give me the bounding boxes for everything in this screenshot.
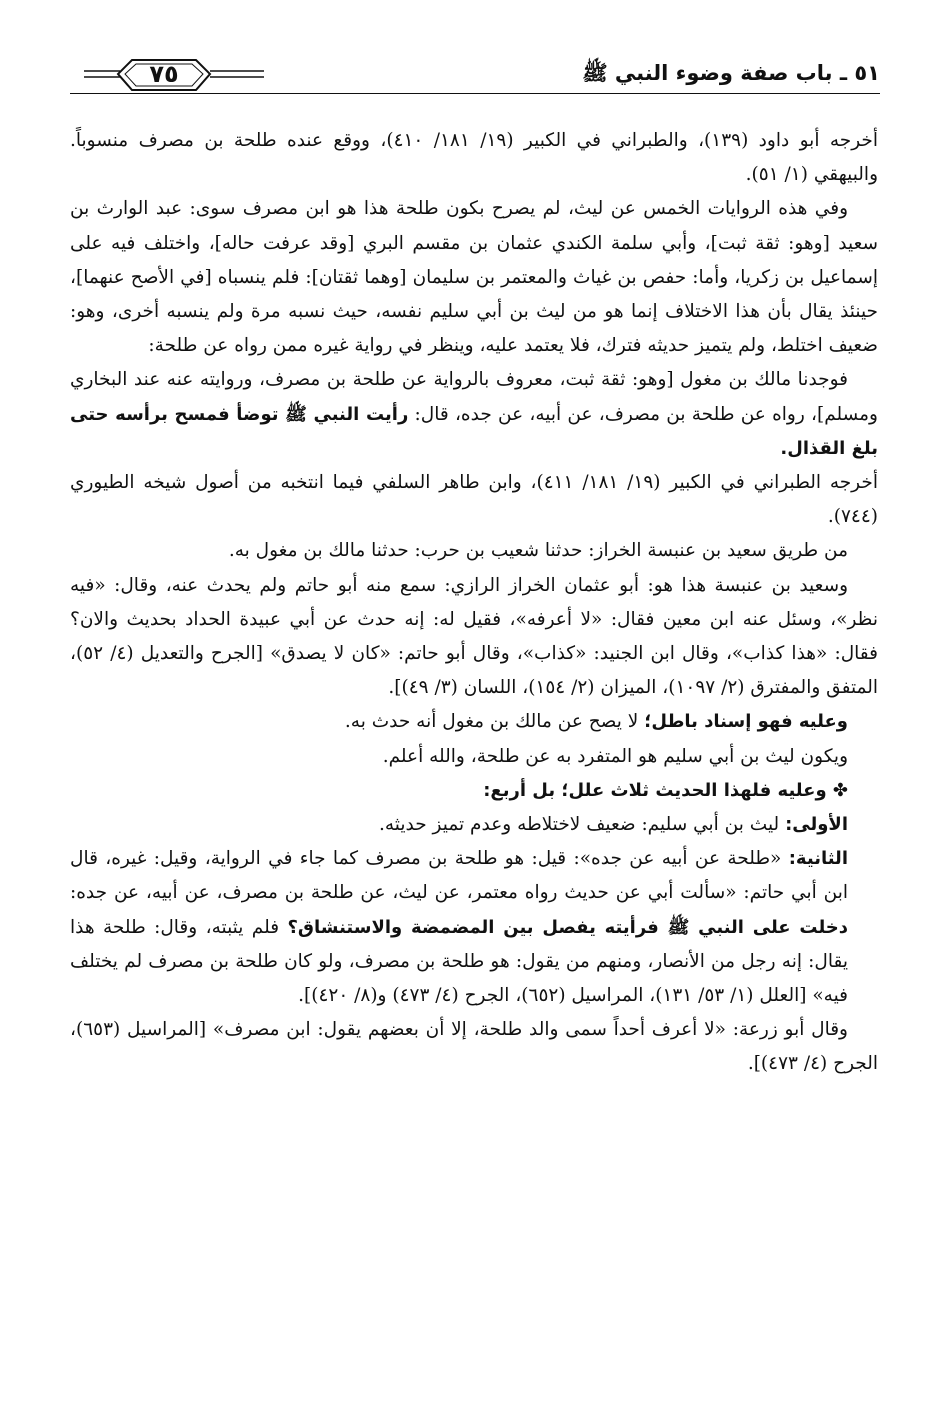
text-run: فوجدنا مالك بن مغول [وهو: ثقة ثبت، معروف بالرواية عن طلحة بن مصرف، وروايته عنه عند البخاري ومسلم]، رواه عن طلحة بن مصرف، عن أبيه، عن جده، قال: xyxy=(70,369,878,425)
bold-text: الثانية: xyxy=(788,848,848,870)
page-number: ٧٥ xyxy=(149,60,179,88)
paragraph xyxy=(70,1013,878,1081)
text-run: ويكون ليث بن أبي سليم هو المتفرد به عن طلحة، والله أعلم. xyxy=(382,745,848,767)
paragraph xyxy=(70,534,878,568)
body-text xyxy=(70,124,878,1082)
bold-text: ✤ وعليه فلهذا الحديث ثلاث علل؛ بل أربع: xyxy=(483,779,848,801)
bold-text: رأيت النبي ﷺ توضأ فمسح برأسه حتى بلغ القذال. xyxy=(70,403,878,459)
text-run: من طريق سعيد بن عنبسة الخراز: حدثنا شعيب بن حرب: حدثنا مالك بن مغول به. xyxy=(228,540,848,562)
text-run: وفي هذه الروايات الخمس عن ليث، لم يصرح بكون طلحة هذا هو ابن مصرف سوى: عبد الوارث بن سعيد [وهو: ثقة ثبت]، وأبي سلمة الكندي عثمان بن مقسم البري [وقد عرفت حاله]، واختلف فيه على إسماعيل بن زكريا، وأما: حفص بن غياث والمعتمر بن سليمان [وهما ثقتان]: فلم ينسباه [في الأصح عنهما]، حينئذ يقال بأن هذا الاختلاف إنما هو من ليث بن أبي سليم نفسه، حيث نسبه مرة ولم ينسبه أخرى، وهو: ضعيف اختلط، ولم يتميز حديثه فترك، فلا يعتمد عليه، وينظر في رواية غيره ممن رواه عن طلحة: xyxy=(70,198,878,357)
paragraph xyxy=(70,842,878,1013)
text-run: «طلحة عن أبيه عن جده»: قيل: هو طلحة بن مصرف كما جاء في الرواية، وقيل: غيره، قال ابن أبي حاتم: «سألت أبي عن حديث رواه معتمر، عن ليث، عن طلحة بن مصرف، عن أبيه، عن جده: xyxy=(70,848,848,904)
bold-text: الأولى: xyxy=(785,814,848,836)
text-run: أخرجه الطبراني في الكبير (١٩/ ١٨١/ ٤١١)، وابن طاهر السلفي فيما انتخبه من أصول شيخه الطيوري (٧٤٤). xyxy=(70,472,878,528)
text-run: وسعيد بن عنبسة هذا هو: أبو عثمان الخراز الرازي: سمع منه أبو حاتم ولم يحدث عنه، وقال: «فيه نظر»، وسئل عنه ابن معين فقال: «لا أعرفه»، فقيل له: إنه حدث عن أبي عبيدة الحداد بحديث والان؟ فقال: «هذا كذاب»، وقال ابن الجنيد: «كذاب»، وقال أبو حاتم: «كان لا يصدق» [الجرح والتعديل (٤/ ٥٢)، المتفق والمفترق (٢/ ١٠٩٧)، الميزان (٢/ ١٥٤)، اللسان (٣/ ٤٩)]. xyxy=(70,574,878,699)
paragraph xyxy=(70,192,878,363)
header-rule xyxy=(70,93,880,94)
paragraph xyxy=(70,740,878,774)
page-header xyxy=(70,58,880,98)
text-run: لا يصح عن مالك بن مغول أنه حدث به. xyxy=(344,711,645,733)
text-run: وقال أبو زرعة: «لا أعرف أحداً سمى والد طلحة، إلا أن بعضهم يقول: ابن مصرف» [المراسيل (٦٥٣)، الجرح (٤/ ٤٧٣)]. xyxy=(70,1019,878,1075)
paragraph xyxy=(70,774,878,808)
paragraph xyxy=(70,363,878,466)
paragraph xyxy=(70,569,878,706)
bold-text: وعليه فهو إسناد باطل؛ xyxy=(644,711,848,733)
text-run: ليث بن أبي سليم: ضعيف لاختلاطه وعدم تميز حديثه. xyxy=(378,814,786,836)
paragraph xyxy=(70,705,878,739)
paragraph xyxy=(70,124,878,192)
bold-text: دخلت على النبي ﷺ فرأيته يفصل بين المضمضة والاستنشاق؟ xyxy=(287,916,848,938)
paragraph xyxy=(70,808,878,842)
paragraph xyxy=(70,466,878,534)
text-run: فلم يثبته، وقال: طلحة هذا يقال: إنه رجل من الأنصار، ومنهم من يقول: هو طلحة بن مصرف، ولو كان طلحة بن مصرف لم يختلف فيه» [العلل (١/ ٥٣/ ١٣١)، المراسيل (٦٥٢)، الجرح (٤/ ٤٧٣) و(٨/ ٤٢٠)]. xyxy=(70,916,848,1007)
text-run: أخرجه أبو داود (١٣٩)، والطبراني في الكبير (١٩/ ١٨١/ ٤١٠)، ووقع عنده طلحة بن مصرف منسوباً. والبيهقي (١/ ٥١). xyxy=(70,130,878,186)
page-number-ornament xyxy=(84,58,264,92)
running-title: ٥١ ـ باب صفة وضوء النبي ﷺ xyxy=(582,61,880,85)
